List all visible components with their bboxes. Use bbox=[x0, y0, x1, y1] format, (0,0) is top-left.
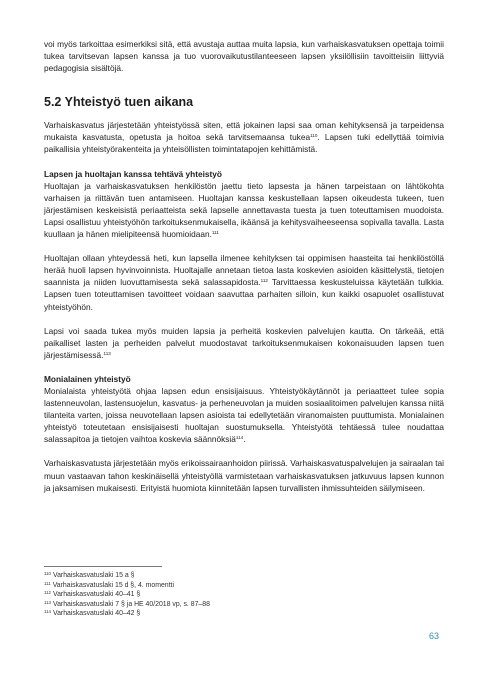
subsection-heading-monialainen: Monialainen yhteistyö bbox=[44, 373, 131, 384]
footnote-item: $^{114}$ Varhaiskasvatuslaki 40–42 § bbox=[44, 609, 141, 618]
page-body bbox=[44, 38, 444, 494]
subsection-heading-lapsen-ja-huoltajan: Lapsen ja huoltajan kanssa tehtävä yhteistyö bbox=[44, 168, 222, 179]
subsection1-paragraph-3: Lapsi voi saada tukea myös muiden lapsia ja perheitä koskevien palvelujen kautta. On tärkeää, että paikalliset lasten ja perheiden palvelut muodostavat tarkoituksenmukaisen kokonaisuuden lapsen tuen järjestämisessä.$^{113}$ bbox=[44, 325, 444, 360]
page-number: 63 bbox=[429, 631, 440, 641]
subsection2-paragraph-1: Monialaista yhteistyötä ohjaa lapsen edun ensisijaisuus. Yhteistyökäytännöt ja periaatteet tulee sopia lastenneuvolan, lastensuojelun, kasvatus- ja perheneuvolan ja muiden sosiaalitoimen palvelujen kanssa niitä tilanteita varten, joissa neuvotellaan lapsen asioista tai edellytetään viranomaisten puuttumista. Monialainen yhteistyö toteutetaan ensisijaisesti huoltajan suostumuksella. Yhteistyötä tehtäessä tulee noudattaa salassapitoa ja tietojen vaihtoa koskevia säännöksiä$^{114}$. bbox=[44, 385, 444, 445]
subsection1-paragraph-1: Huoltajan ja varhaiskasvatuksen henkilöstön jaettu tieto lapsesta ja hänen tarpeistaan on lähtökohta varhaisen ja riittävän tuen antamiseen. Huoltajan kanssa keskustellaan lapsen oikeudesta tukeen, tuen järjestämisen keskeisistä periaatteista sekä lapselle annettavasta tuesta ja tuen toteuttamisen muodoista. Lapsi osallistuu yhteistyöhön tarkoituksenmukaisella, ikäänsä ja kehitysvaiheeseensa sopivalla tavalla. Lasta kuullaan ja hänen mielipiteensä huomioidaan.$^{111}$ bbox=[44, 180, 444, 240]
subsection2-paragraph-2: Varhaiskasvatusta järjestetään myös erikoissairaanhoidon piirissä. Varhaiskasvatuspalvelujen ja sairaalan tai muun vastaavan tahon keskinäisellä yhteistyöllä varmistetaan varhaiskasvatuksen jatkuvuus lapsen kunnon ja jaksamisen mukaisesti. Erityistä huomiota kiinnitetään lapsen turvallisten ihmissuhteiden säilymiseen. bbox=[44, 458, 444, 493]
footnote-ref[interactable]: 112 bbox=[260, 278, 268, 284]
footnote-item: $^{112}$ Varhaiskasvatuslaki 40–41 § bbox=[44, 590, 141, 599]
footnote-item: $^{111}$ Varhaiskasvatuslaki 15 d §, 4. momentti bbox=[44, 580, 174, 589]
subsection1-paragraph-2: Huoltajan ollaan yhteydessä heti, kun lapsella ilmenee kehityksen tai oppimisen haasteita tai henkilöstöllä herää huoli lapsen hyvinvoinnista. Huoltajalle annetaan tietoa lasta koskevien asioiden käsittelystä, tietojen saannista ja niiden luovuttamisesta sekä salassapidosta.$^{112}$ Tarvittaessa keskusteluissa käytetään tulkkia. Lapsen tuen toteuttamisen tavoitteet voidaan saavuttaa parhaiten silloin, kun kaikki osapuolet osallistuvat yhteistyöhön. bbox=[44, 253, 444, 312]
intro-paragraph: voi myös tarkoittaa esimerkiksi sitä, että avustaja auttaa muita lapsia, kun varhaiskasvatuksen opettaja toimii tukea tarvitsevan lapsen kanssa ja tuo vuorovaikutustilanteeseen lapsen yksilöllisiin tavoitteisiin liittyviä pedagogisia sisältöjä. bbox=[44, 39, 444, 74]
footnote-ref[interactable]: 110 bbox=[310, 133, 318, 139]
footnote-item: $^{113}$ Varhaiskasvatuslaki 7 § ja HE 40/2018 vp, s. 87–88 bbox=[44, 599, 210, 608]
footnote-item: $^{110}$ Varhaiskasvatuslaki 15 a § bbox=[44, 571, 135, 579]
section-title: 5.2 Yhteistyö tuen aikana bbox=[44, 95, 194, 110]
footnote-ref[interactable]: 111 bbox=[211, 230, 219, 236]
footnote-ref[interactable]: 113 bbox=[103, 350, 111, 356]
section-paragraph: Varhaiskasvatus järjestetään yhteistyössä siten, että jokainen lapsi saa oman kehityksensä ja tarpeidensa mukaista kasvatusta, opetusta ja hoitoa sekä tarvitsemaansa tukea$^{110}$. Lapsen tuki edellyttää toimivia paikallisia yhteistyörakenteita ja yhteisöllisten toimintatapojen kehittämistä. bbox=[44, 120, 444, 155]
footnotes bbox=[44, 566, 444, 619]
footnote-ref[interactable]: 114 bbox=[235, 435, 244, 441]
footnote-divider bbox=[44, 566, 162, 567]
